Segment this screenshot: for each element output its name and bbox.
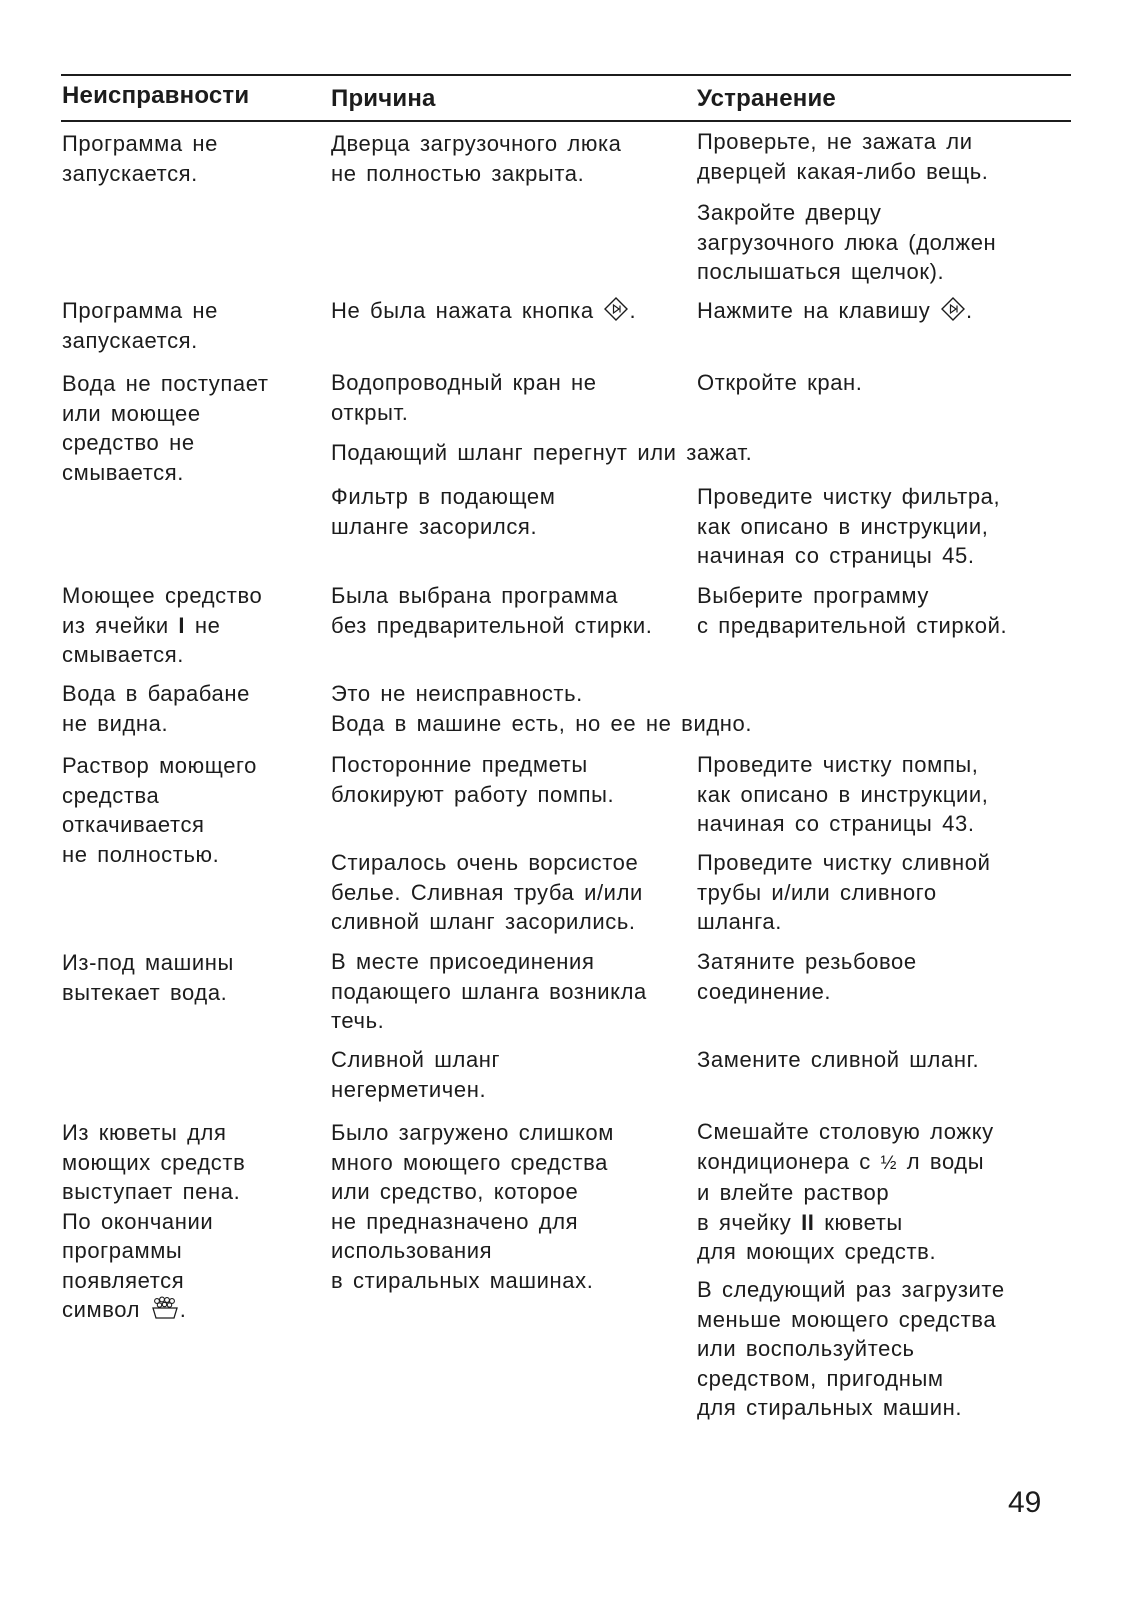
row3-cause3: Фильтр в подающем шланге засорился. xyxy=(331,484,556,539)
row4-fault xyxy=(62,581,262,670)
row8-fix2: В следующий раз загрузите меньше моющего средства или воспользуйтесь средством, пригодным для стиральных машин. xyxy=(697,1277,1005,1420)
row1-fix1: Проверьте, не зажата ли дверцей какая-либо вещь. xyxy=(697,129,989,184)
row6-cause1: Посторонние предметы блокируют работу помпы. xyxy=(331,752,615,807)
start-pause-icon xyxy=(941,297,965,321)
header-remedy: Устранение xyxy=(697,85,836,112)
row3-cause1: Водопроводный кран не открыт. xyxy=(331,370,597,425)
row8-fault xyxy=(62,1118,245,1325)
row1-fault: Программа не запускается. xyxy=(62,131,218,186)
row3-cause2: Подающий шланг перегнут или зажат. xyxy=(331,440,753,465)
row4-fault-end: не смывается. xyxy=(62,612,221,667)
half-fraction: ½ xyxy=(880,1152,898,1174)
row8-fix1-end: кюветы для моющих средств. xyxy=(697,1209,937,1264)
compartment-ii-mark: II xyxy=(801,1209,815,1235)
row8-fix1-mid: л воды и влейте раствор в ячейку xyxy=(697,1148,985,1235)
row8-fix1 xyxy=(697,1117,994,1267)
header-rule xyxy=(61,120,1071,122)
row8-cause: Было загружено слишком много моющего средства или средство, которое не предназначено для использования в стиральных машинах. xyxy=(331,1120,614,1293)
row8-fault-text: Из кюветы для моющих средств выступает пена. По окончании программы появляется символ xyxy=(62,1120,246,1322)
start-pause-icon xyxy=(604,297,628,321)
row2-cause-end: . xyxy=(629,298,637,323)
row6-fix1: Проведите чистку помпы, как описано в инструкции, начиная со страницы 43. xyxy=(697,752,989,836)
row2-fix xyxy=(697,296,973,326)
row1-cause: Дверца загрузочного люка не полностью закрыта. xyxy=(331,131,622,186)
top-rule xyxy=(61,74,1071,76)
row3-fix1: Откройте кран. xyxy=(697,370,863,395)
row7-fix1: Затяните резьбовое соединение. xyxy=(697,949,917,1004)
row8-fix1-text: Смешайте столовую ложку кондиционера с xyxy=(697,1119,994,1174)
compartment-i-mark: I xyxy=(178,612,186,638)
header-cause: Причина xyxy=(331,85,436,112)
row7-cause2: Сливной шланг негерметичен. xyxy=(331,1047,501,1102)
row7-fault: Из-под машины вытекает вода. xyxy=(62,950,234,1005)
row4-fault-text: Моющее средство из ячейки xyxy=(62,583,263,638)
row2-fault: Программа не запускается. xyxy=(62,298,218,353)
row3-fault: Вода не поступает или моющее средство не смывается. xyxy=(62,371,269,485)
header-faults: Неисправности xyxy=(62,82,250,109)
row1-fix2: Закройте дверцу загрузочного люка (должен послышаться щелчок). xyxy=(697,200,997,284)
row5-cause: Это не неисправность. Вода в машине есть, но ее не видно. xyxy=(331,681,753,736)
foam-icon xyxy=(151,1296,179,1320)
row5-fault: Вода в барабане не видна. xyxy=(62,681,250,736)
row4-fix: Выберите программу с предварительной стиркой. xyxy=(697,583,1008,638)
row7-cause1: В месте присоединения подающего шланга возникла течь. xyxy=(331,949,647,1033)
row3-fix3: Проведите чистку фильтра, как описано в инструкции, начиная со страницы 45. xyxy=(697,484,1001,568)
row6-fix2: Проведите чистку сливной трубы и/или сливного шланга. xyxy=(697,850,991,934)
row6-cause2: Стиралось очень ворсистое белье. Сливная труба и/или сливной шланг засорились. xyxy=(331,850,643,934)
row6-fault: Раствор моющего средства откачивается не полностью. xyxy=(62,753,258,867)
row7-fix2: Замените сливной шланг. xyxy=(697,1047,980,1072)
page-number: 49 xyxy=(1008,1486,1042,1519)
row2-fix-text: Нажмите на клавишу xyxy=(697,298,941,323)
row8-fault-end: . xyxy=(179,1297,187,1322)
row2-cause-text: Не была нажата кнопка xyxy=(331,298,604,323)
row4-cause: Была выбрана программа без предварительной стирки. xyxy=(331,583,653,638)
row2-cause xyxy=(331,296,636,326)
row2-fix-end: . xyxy=(966,298,973,323)
